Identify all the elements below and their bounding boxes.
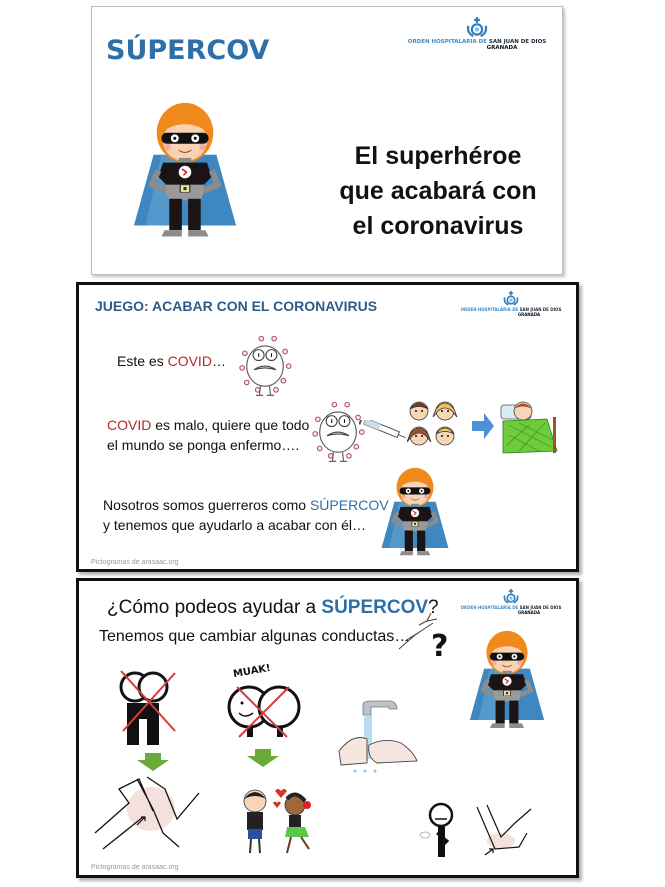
elbow-cover-icon [475,803,535,857]
green-arrow-down-icon [137,753,169,771]
hospital-logo: ORDEN HOSPITALARIA DE SAN JUAN DE DIOS GRANADA [461,589,561,615]
text-this-is-covid: Este es COVID… [117,353,226,369]
slide-how-to-help [76,578,579,878]
hospital-logo-icon [503,589,519,605]
no-kissing-icon [227,681,307,741]
text-covid-is-bad: COVID es malo, quiere que todo el mundo se ponga enfermo…. [107,417,310,453]
superhero-illustration [130,83,240,258]
slide-title [91,6,563,275]
question-mark-icon: ? [431,629,449,664]
logo-text-city: GRANADA [486,45,518,51]
virus-icon [234,335,296,399]
superhero-illustration [379,462,451,562]
hospital-logo-icon [503,291,519,307]
slide-subtitle: El superhéroe que acabará con el coronavirus [339,142,537,240]
coughing-person-icon [419,801,463,859]
muak-label: MUAK! [232,662,272,681]
syringe-icon [359,420,409,440]
logo-text-blue: ORDEN HOSPITALARIA DE [407,39,489,45]
green-arrow-down-icon [247,749,279,767]
elbow-greeting-icon [93,773,203,853]
slide-subtitle: Tenemos que cambiar algunas conductas… [99,628,411,645]
hand-washing-icon [337,699,421,779]
logo-text-dark: SAN JUAN DE DIOS [488,39,547,45]
pictogram-credit: Pictogramas de arasaac.org [91,559,179,566]
hospital-logo [402,17,552,51]
slide-title-heading: SÚPERCOV [106,35,270,66]
arrow-right-icon [472,413,494,439]
slide-heading: JUEGO: ACABAR CON EL CORONAVIRUS [95,298,378,314]
superhero-illustration [467,625,547,735]
hospital-logo: ORDEN HOSPITALARIA DE SAN JUAN DE DIOS GRANADA [461,291,561,317]
text-we-are-warriors: Nosotros somos guerreros como SÚPERCOV y tenemos que ayudarlo a acabar con él… [103,497,389,533]
slide-game [76,282,579,572]
sick-child-in-bed-icon [499,395,559,455]
no-hugging-icon [117,669,181,749]
pictogram-credit: Pictogramas de arasaac.org [91,864,179,871]
slide-question-title: ¿Cómo podeos ayudar a SÚPERCOV? [107,597,439,618]
blowing-kiss-children-icon [229,777,319,859]
hospital-logo-icon [466,17,488,39]
children-faces-icon [407,399,459,449]
